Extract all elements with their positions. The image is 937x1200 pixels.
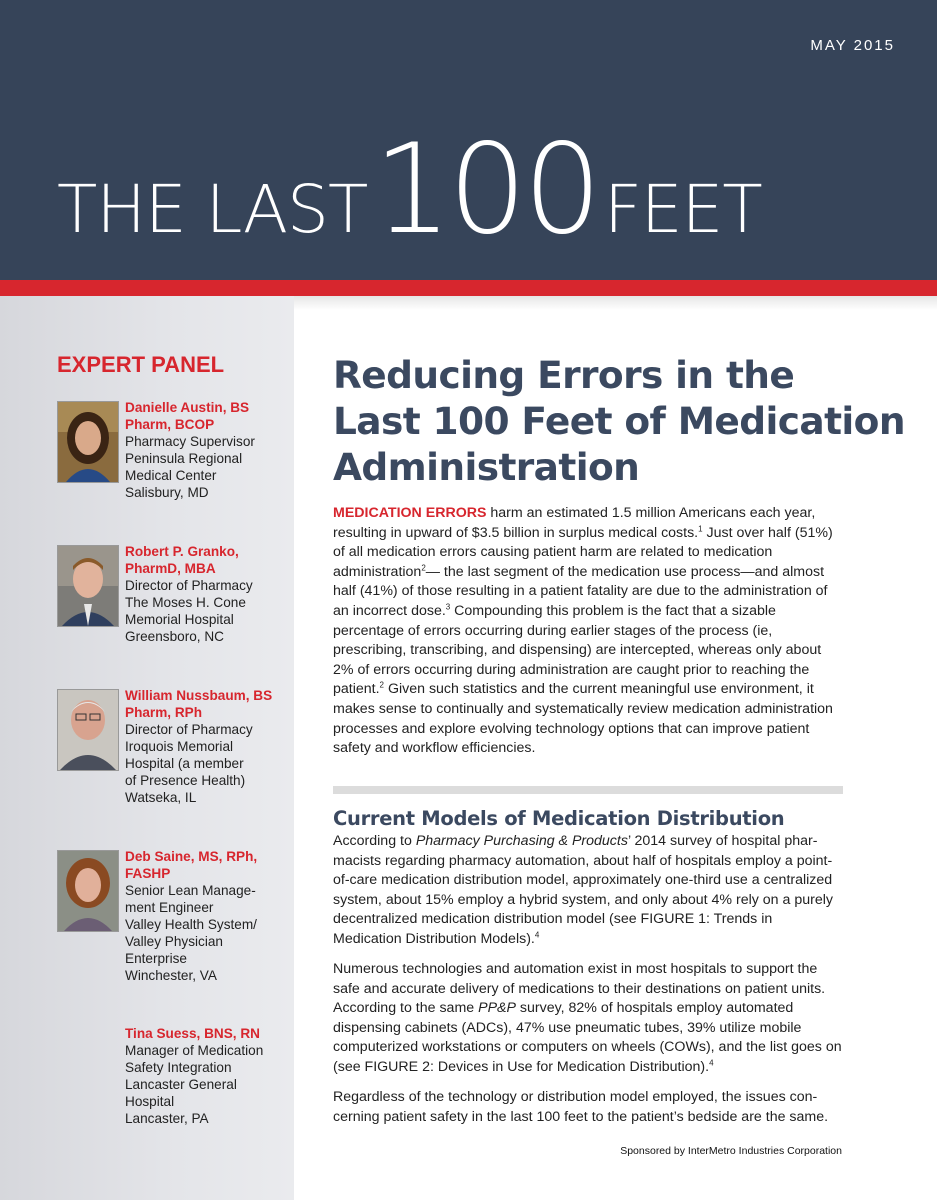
footnote-ref: 3	[445, 602, 451, 612]
member-detail: Valley Physician	[125, 934, 223, 949]
member-name: PharmD, MBA	[125, 561, 216, 576]
accent-bar	[0, 280, 937, 296]
portrait-photo	[57, 545, 119, 627]
lead-in: MEDICATION ERRORS	[333, 505, 487, 521]
member-detail: ment Engineer	[125, 900, 214, 915]
banner-shadow	[294, 296, 937, 310]
paragraph-text: harm an estimated 1.5 million Americans each year, resulting in upward of $3.5 billion in surplus medical costs.	[333, 505, 816, 541]
member-detail: Medical Center	[125, 468, 217, 483]
article-title-line: Last 100 Feet of Medication	[333, 399, 905, 443]
section-divider	[333, 786, 843, 794]
masthead-banner	[0, 0, 937, 280]
paragraph-text: Given such statistics and the current meaningful use environment, it makes sense to continually and systematically review medication administration processes and explore evolving technology options that can improve patient safety and workflow efficiencies.	[333, 681, 833, 757]
section-paragraph	[333, 960, 843, 1078]
expert-panel-heading: EXPERT PANEL	[57, 352, 225, 377]
member-detail: Memorial Hospital	[125, 612, 234, 627]
footnote-ref: 1	[698, 523, 703, 533]
publication-name: Pharmacy Purchasing & Products	[415, 833, 628, 849]
member-detail: Pharmacy Supervisor	[125, 434, 255, 449]
section-paragraph	[333, 832, 843, 950]
member-detail: of Presence Health)	[125, 773, 246, 788]
section-heading: Current Models of Medication Distribution	[333, 807, 785, 830]
member-name: Deb Saine, MS, RPh,	[125, 849, 258, 864]
member-name: Tina Suess, BNS, RN	[125, 1026, 260, 1041]
member-name: Pharm, BCOP	[125, 417, 215, 432]
article-title-line: Reducing Errors in the	[333, 353, 795, 397]
member-detail: Winchester, VA	[125, 968, 217, 983]
member-name: Pharm, RPh	[125, 705, 203, 720]
member-name: FASHP	[125, 866, 171, 881]
footnote-ref: 2	[421, 563, 426, 573]
masthead-title-part2: FEET	[603, 171, 762, 248]
paragraph-text: Compounding this problem is the fact that a sizable percentage of errors occurring during earlier stages of the process (ie, prescribing, transcribing, and dispensing) are intercepted, whereas only about 2% of errors occurring during administration are caught prior to reaching the patient.	[333, 602, 822, 698]
member-detail: Valley Health System/	[125, 917, 257, 932]
article-title	[333, 352, 905, 490]
member-detail: Safety Integration	[125, 1060, 232, 1075]
member-detail: Peninsula Regional	[125, 451, 243, 466]
paragraph-text: — the last segment of the medication use process—and almost half (41%) of those resulting in a patient fatality are due to the administration of an incorrect dose.	[333, 563, 828, 619]
footnote-ref: 2	[379, 680, 384, 690]
member-detail: Hospital	[125, 1094, 175, 1109]
member-detail: Director of Pharmacy	[125, 722, 253, 737]
member-detail: Manager of Medication	[125, 1043, 264, 1058]
paragraph-text: survey, 82% of hospitals employ automated dispensing cabinets (ADCs), 47% use pneumatic tubes, 39% utilize mobile computerized workstations or computers on wheels (COWs), and the list goes on (see FIGURE 2: Devices in Use for Medication Distribution).	[333, 1000, 842, 1075]
masthead-title	[57, 118, 762, 262]
member-name: Danielle Austin, BS	[125, 400, 250, 415]
member-detail: Director of Pharmacy	[125, 578, 253, 593]
member-detail: Iroquois Memorial	[125, 739, 234, 754]
member-detail: Salisbury, MD	[125, 485, 209, 500]
member-detail: Greensboro, NC	[125, 629, 224, 644]
footnote-ref: 4	[534, 930, 540, 940]
paragraph-text: Just over half (51%) of all medication errors causing patient harm are related to medication administration	[333, 524, 833, 580]
member-name: William Nussbaum, BS	[125, 688, 273, 703]
paragraph-text: According to	[333, 833, 416, 849]
member-name: Robert P. Granko,	[125, 544, 239, 559]
member-detail: Hospital (a member	[125, 756, 244, 771]
sponsor-credit: Sponsored by InterMetro Industries Corporation	[620, 1145, 842, 1157]
paragraph-text: Numerous technologies and automation exist in most hospitals to support the safe and accurate delivery of medications to their destinations on patient units. According to the same	[333, 961, 826, 1017]
footnote-ref: 4	[709, 1058, 714, 1068]
masthead-title-number: 100	[373, 118, 598, 262]
portrait-photo	[57, 401, 119, 483]
member-detail: Lancaster, PA	[125, 1111, 209, 1126]
intro-paragraph	[333, 504, 843, 759]
portrait-photo	[57, 850, 119, 932]
member-detail: Watseka, IL	[125, 790, 197, 805]
member-detail: Senior Lean Manage-	[125, 883, 256, 898]
publication-abbrev: PP&P	[478, 1000, 516, 1017]
portrait-photo	[57, 689, 119, 771]
member-detail: Lancaster General	[125, 1077, 237, 1092]
article-title-line: Administration	[333, 445, 640, 489]
member-detail: The Moses H. Cone	[125, 595, 246, 610]
section-paragraph: Regardless of the technology or distribution model employed, the issues concerning patient safety in the last 100 feet to the patient’s bedside are the same.	[333, 1089, 829, 1125]
member-detail: Enterprise	[125, 951, 187, 966]
issue-date: MAY 2015	[810, 37, 895, 54]
masthead-title-part1: THE LAST	[57, 171, 368, 248]
paragraph-text: ’ 2014 survey of hospital pharmacists regarding pharmacy automation, about half of hospitals employ a point-of-care medication distribution model, approximately one-third use a centralized system, about 15% employ a hybrid system, and only about 4% rely on a purely decentralized medication distribution model (see FIGURE 1: Trends in Medication Distribution Models).	[333, 833, 833, 947]
